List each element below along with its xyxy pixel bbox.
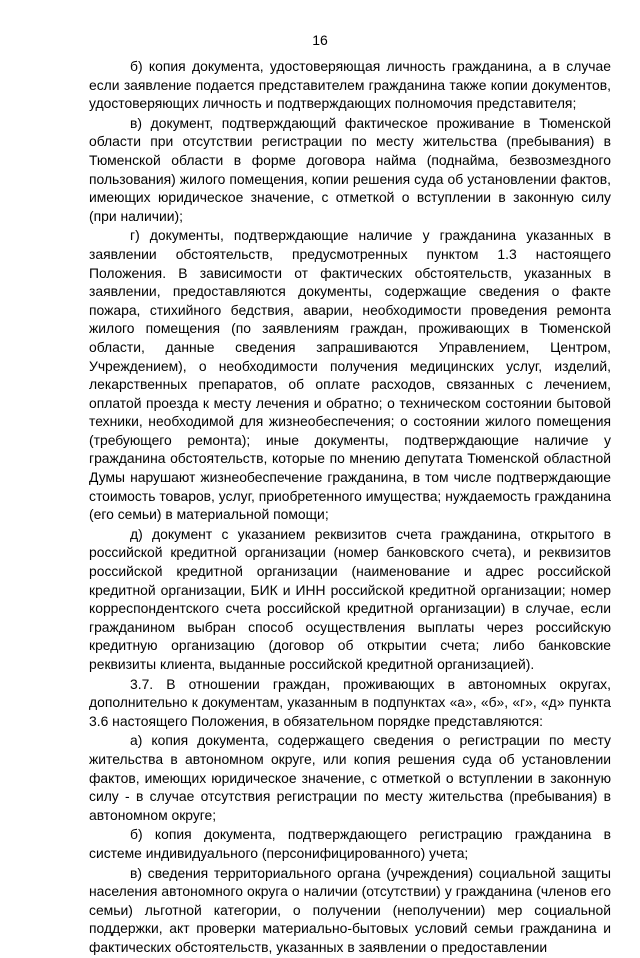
paragraph-g-circumstance-documents: г) документы, подтверждающие наличие у гражданина указанных в заявлении обстоятельств, предусмотренных пунктом 1.3 настоящего Положения. В зависимости от фактических обстоятельств, указанных в заявлении, предоставляются документы, содержащие сведения о факте пожара, стихийного бедствия, аварии, необходимости проведения ремонта жилого помещения (по заявлениям граждан, проживающих в Тюменской области, данные сведения запрашиваются Управлением, Центром, Учреждением), о необходимости получения медицинских услуг, изделий, лекарственных препаратов, об оплате расходов, связанных с лечением, оплатой проезда к месту лечения и обратно; о техническом состоянии бытовой техники, необходимой для жизнеобеспечения; о состоянии жилого помещения (требующего ремонта); иные документы, подтверждающие наличие у гражданина обстоятельств, которые по мнению депутата Тюменской областной Думы нарушают жизнеобеспечение гражданина, в том числе подтверждающие стоимость товаров, услуг, приобретенного имущества; нуждаемость гражданина (его семьи) в материальной помощи; [89,227,611,523]
paragraph-b-personal-accounting: б) копия документа, подтверждающего регистрацию гражданина в системе индивидуального (персонифицированного) учета; [89,826,611,861]
document-body [89,57,611,958]
paragraph-3-7-autonomous-okrugs: 3.7. В отношении граждан, проживающих в автономных округах, дополнительно к документам, указанным в подпунктах «а», «б», «г», «д» пункта 3.6 настоящего Положения, в обязательном порядке представляются: [89,675,611,729]
page-number: 16 [312,32,328,48]
paragraph-d-bank-details: д) документ с указанием реквизитов счета гражданина, открытого в российской кредитной организации (номер банковского счета), и реквизитов российской кредитной организации (наименование и адрес российской кредитной организации, БИК и ИНН российской кредитной организации; номер корреспондентского счета российской кредитной организации) в случае, если гражданином выбран способ осуществления выплаты через российскую кредитную организацию (договор об открытии счета; либо банковские реквизиты клиента, выданные российской кредитной организацией). [89,525,611,672]
paragraph-v-social-protection-info: в) сведения территориального органа (учреждения) социальной защиты населения автономного округа о наличии (отсутствии) у гражданина (членов его семьи) льготной категории, о получении (неполучении) мер социальной поддержки, акт проверки материально-бытовых условий семьи гражданина и фактических обстоятельств, указанных в заявлении о предоставлении [89,864,611,955]
paragraph-v-residence-document: в) документ, подтверждающий фактическое проживание в Тюменской области при отсутствии регистрации по месту жительства (пребывания) в Тюменской области в форме договора найма (поднайма, безвозмездного пользования) жилого помещения, копии решения суда об установлении фактов, имеющих юридическое значение, с отметкой о вступлении в законную силу (при наличии); [89,114,611,224]
paragraph-b-identity-copy: б) копия документа, удостоверяющая личность гражданина, а в случае если заявление подается представителем гражданина также копии документов, удостоверяющих личность и подтверждающих полномочия представителя; [89,58,611,112]
paragraph-a-registration-copy: а) копия документа, содержащего сведения о регистрации по месту жительства в автономном округе, или копия решения суда об установлении фактов, имеющих юридическое значение, с отметкой о вступлении в законную силу - в случае отсутствия регистрации по месту жительства (пребывания) в автономном округе; [89,732,611,823]
